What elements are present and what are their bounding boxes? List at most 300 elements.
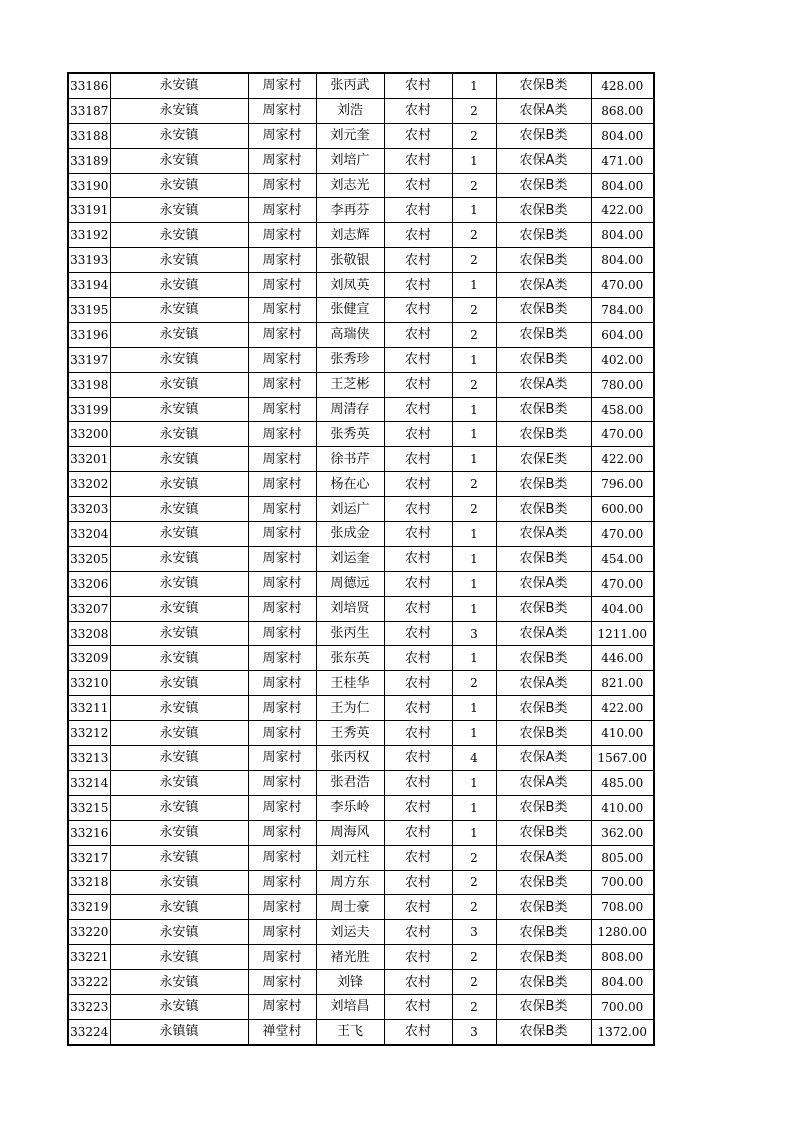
household-type-cell: 农村 — [384, 870, 452, 895]
member-count-cell: 2 — [452, 845, 496, 870]
insurance-category-cell: 农保B类 — [496, 223, 591, 248]
insurance-category-cell: 农保B类 — [496, 970, 591, 995]
name-cell: 周德远 — [316, 571, 384, 596]
member-count-cell: 2 — [452, 372, 496, 397]
village-cell: 禅堂村 — [248, 1019, 316, 1044]
member-count-cell: 1 — [452, 770, 496, 795]
town-cell: 永安镇 — [110, 522, 248, 547]
household-type-cell: 农村 — [384, 273, 452, 298]
village-cell: 周家村 — [248, 347, 316, 372]
amount-cell: 604.00 — [591, 322, 654, 347]
village-cell: 周家村 — [248, 422, 316, 447]
name-cell: 张健宣 — [316, 298, 384, 323]
town-cell: 永安镇 — [110, 746, 248, 771]
household-type-cell: 农村 — [384, 73, 452, 98]
insurance-category-cell: 农保A类 — [496, 98, 591, 123]
household-type-cell: 农村 — [384, 945, 452, 970]
village-cell: 周家村 — [248, 571, 316, 596]
amount-cell: 402.00 — [591, 347, 654, 372]
village-cell: 周家村 — [248, 173, 316, 198]
table-row — [68, 746, 654, 771]
table-row — [68, 198, 654, 223]
village-cell: 周家村 — [248, 646, 316, 671]
amount-cell: 1372.00 — [591, 1019, 654, 1044]
household-type-cell: 农村 — [384, 472, 452, 497]
member-count-cell: 2 — [452, 322, 496, 347]
town-cell: 永安镇 — [110, 422, 248, 447]
town-cell: 永安镇 — [110, 347, 248, 372]
town-cell: 永安镇 — [110, 696, 248, 721]
record-id-cell: 33214 — [68, 770, 110, 795]
table-row — [68, 98, 654, 123]
village-cell: 周家村 — [248, 895, 316, 920]
amount-cell: 804.00 — [591, 223, 654, 248]
town-cell: 永安镇 — [110, 920, 248, 945]
household-type-cell: 农村 — [384, 223, 452, 248]
town-cell: 永安镇 — [110, 845, 248, 870]
insurance-category-cell: 农保B类 — [496, 820, 591, 845]
village-cell: 周家村 — [248, 273, 316, 298]
amount-cell: 804.00 — [591, 173, 654, 198]
insurance-category-cell: 农保B类 — [496, 945, 591, 970]
table-row — [68, 671, 654, 696]
insurance-category-cell: 农保B类 — [496, 397, 591, 422]
amount-cell: 410.00 — [591, 721, 654, 746]
member-count-cell: 1 — [452, 795, 496, 820]
village-cell: 周家村 — [248, 920, 316, 945]
name-cell: 杨在心 — [316, 472, 384, 497]
member-count-cell: 3 — [452, 621, 496, 646]
table-row — [68, 895, 654, 920]
insurance-category-cell: 农保B类 — [496, 596, 591, 621]
name-cell: 周方东 — [316, 870, 384, 895]
member-count-cell: 1 — [452, 646, 496, 671]
table-row — [68, 347, 654, 372]
table-row — [68, 322, 654, 347]
member-count-cell: 2 — [452, 895, 496, 920]
name-cell: 刘浩 — [316, 98, 384, 123]
table-row — [68, 696, 654, 721]
table-row — [68, 994, 654, 1019]
record-id-cell: 33195 — [68, 298, 110, 323]
table-row — [68, 148, 654, 173]
town-cell: 永安镇 — [110, 447, 248, 472]
household-type-cell: 农村 — [384, 820, 452, 845]
household-type-cell: 农村 — [384, 970, 452, 995]
record-id-cell: 33208 — [68, 621, 110, 646]
village-cell: 周家村 — [248, 73, 316, 98]
name-cell: 刘志辉 — [316, 223, 384, 248]
table-row — [68, 571, 654, 596]
village-cell: 周家村 — [248, 447, 316, 472]
town-cell: 永安镇 — [110, 870, 248, 895]
amount-cell: 470.00 — [591, 273, 654, 298]
member-count-cell: 1 — [452, 571, 496, 596]
insurance-category-cell: 农保A类 — [496, 522, 591, 547]
insurance-category-cell: 农保A类 — [496, 148, 591, 173]
record-id-cell: 33207 — [68, 596, 110, 621]
member-count-cell: 1 — [452, 721, 496, 746]
household-type-cell: 农村 — [384, 845, 452, 870]
name-cell: 王秀英 — [316, 721, 384, 746]
table-row — [68, 298, 654, 323]
village-cell: 周家村 — [248, 248, 316, 273]
amount-cell: 780.00 — [591, 372, 654, 397]
household-type-cell: 农村 — [384, 497, 452, 522]
record-id-cell: 33223 — [68, 994, 110, 1019]
insurance-category-cell: 农保A类 — [496, 571, 591, 596]
village-cell: 周家村 — [248, 820, 316, 845]
name-cell: 张丙权 — [316, 746, 384, 771]
household-type-cell: 农村 — [384, 596, 452, 621]
name-cell: 刘志光 — [316, 173, 384, 198]
name-cell: 褚光胜 — [316, 945, 384, 970]
village-cell: 周家村 — [248, 696, 316, 721]
household-type-cell: 农村 — [384, 422, 452, 447]
household-type-cell: 农村 — [384, 770, 452, 795]
town-cell: 永安镇 — [110, 148, 248, 173]
household-type-cell: 农村 — [384, 322, 452, 347]
table-row — [68, 223, 654, 248]
amount-cell: 428.00 — [591, 73, 654, 98]
household-type-cell: 农村 — [384, 671, 452, 696]
name-cell: 刘运夫 — [316, 920, 384, 945]
member-count-cell: 2 — [452, 970, 496, 995]
record-id-cell: 33220 — [68, 920, 110, 945]
record-id-cell: 33219 — [68, 895, 110, 920]
town-cell: 永安镇 — [110, 497, 248, 522]
amount-cell: 404.00 — [591, 596, 654, 621]
member-count-cell: 1 — [452, 447, 496, 472]
member-count-cell: 2 — [452, 123, 496, 148]
insurance-category-cell: 农保B类 — [496, 198, 591, 223]
table-row — [68, 472, 654, 497]
town-cell: 永安镇 — [110, 173, 248, 198]
village-cell: 周家村 — [248, 223, 316, 248]
table-row — [68, 770, 654, 795]
village-cell: 周家村 — [248, 721, 316, 746]
member-count-cell: 2 — [452, 173, 496, 198]
village-cell: 周家村 — [248, 298, 316, 323]
insurance-category-cell: 农保B类 — [496, 173, 591, 198]
amount-cell: 600.00 — [591, 497, 654, 522]
member-count-cell: 1 — [452, 397, 496, 422]
record-id-cell: 33218 — [68, 870, 110, 895]
amount-cell: 362.00 — [591, 820, 654, 845]
insurance-category-cell: 农保A类 — [496, 746, 591, 771]
village-cell: 周家村 — [248, 372, 316, 397]
household-type-cell: 农村 — [384, 397, 452, 422]
name-cell: 张东英 — [316, 646, 384, 671]
record-id-cell: 33197 — [68, 347, 110, 372]
village-cell: 周家村 — [248, 472, 316, 497]
name-cell: 刘培贤 — [316, 596, 384, 621]
member-count-cell: 1 — [452, 596, 496, 621]
member-count-cell: 1 — [452, 546, 496, 571]
name-cell: 刘培昌 — [316, 994, 384, 1019]
amount-cell: 470.00 — [591, 571, 654, 596]
town-cell: 永安镇 — [110, 721, 248, 746]
town-cell: 永镇镇 — [110, 1019, 248, 1044]
table-row — [68, 820, 654, 845]
town-cell: 永安镇 — [110, 546, 248, 571]
name-cell: 高瑞侠 — [316, 322, 384, 347]
household-type-cell: 农村 — [384, 546, 452, 571]
amount-cell: 485.00 — [591, 770, 654, 795]
member-count-cell: 2 — [452, 298, 496, 323]
record-id-cell: 33187 — [68, 98, 110, 123]
member-count-cell: 2 — [452, 870, 496, 895]
record-id-cell: 33206 — [68, 571, 110, 596]
table-row — [68, 273, 654, 298]
village-cell: 周家村 — [248, 671, 316, 696]
table-row — [68, 920, 654, 945]
insurance-category-cell: 农保A类 — [496, 845, 591, 870]
household-type-cell: 农村 — [384, 895, 452, 920]
amount-cell: 804.00 — [591, 248, 654, 273]
insurance-category-cell: 农保A类 — [496, 671, 591, 696]
member-count-cell: 1 — [452, 522, 496, 547]
town-cell: 永安镇 — [110, 98, 248, 123]
record-id-cell: 33216 — [68, 820, 110, 845]
member-count-cell: 1 — [452, 696, 496, 721]
town-cell: 永安镇 — [110, 571, 248, 596]
insurance-category-cell: 农保A类 — [496, 372, 591, 397]
name-cell: 周清存 — [316, 397, 384, 422]
village-cell: 周家村 — [248, 994, 316, 1019]
record-id-cell: 33202 — [68, 472, 110, 497]
table-row — [68, 870, 654, 895]
table-row — [68, 845, 654, 870]
town-cell: 永安镇 — [110, 248, 248, 273]
record-id-cell: 33203 — [68, 497, 110, 522]
household-type-cell: 农村 — [384, 696, 452, 721]
record-id-cell: 33200 — [68, 422, 110, 447]
amount-cell: 805.00 — [591, 845, 654, 870]
record-id-cell: 33224 — [68, 1019, 110, 1044]
amount-cell: 422.00 — [591, 696, 654, 721]
insurance-category-cell: 农保A类 — [496, 621, 591, 646]
table-row — [68, 970, 654, 995]
insurance-category-cell: 农保A类 — [496, 770, 591, 795]
member-count-cell: 1 — [452, 422, 496, 447]
insurance-category-cell: 农保B类 — [496, 994, 591, 1019]
table-row — [68, 945, 654, 970]
name-cell: 张秀英 — [316, 422, 384, 447]
village-cell: 周家村 — [248, 397, 316, 422]
insurance-category-cell: 农保B类 — [496, 322, 591, 347]
insurance-category-cell: 农保A类 — [496, 273, 591, 298]
amount-cell: 804.00 — [591, 123, 654, 148]
village-cell: 周家村 — [248, 770, 316, 795]
insurance-category-cell: 农保B类 — [496, 73, 591, 98]
table-row — [68, 248, 654, 273]
town-cell: 永安镇 — [110, 945, 248, 970]
household-type-cell: 农村 — [384, 994, 452, 1019]
name-cell: 李再芬 — [316, 198, 384, 223]
amount-cell: 410.00 — [591, 795, 654, 820]
amount-cell: 804.00 — [591, 970, 654, 995]
insurance-category-cell: 农保B类 — [496, 298, 591, 323]
record-id-cell: 33199 — [68, 397, 110, 422]
village-cell: 周家村 — [248, 621, 316, 646]
member-count-cell: 3 — [452, 920, 496, 945]
table-row — [68, 1019, 654, 1044]
table-row — [68, 173, 654, 198]
insurance-category-cell: 农保B类 — [496, 795, 591, 820]
household-type-cell: 农村 — [384, 621, 452, 646]
member-count-cell: 2 — [452, 671, 496, 696]
table-row — [68, 372, 654, 397]
household-type-cell: 农村 — [384, 298, 452, 323]
name-cell: 周士豪 — [316, 895, 384, 920]
village-cell: 周家村 — [248, 322, 316, 347]
data-table — [67, 72, 655, 1046]
insurance-category-cell: 农保E类 — [496, 447, 591, 472]
record-id-cell: 33191 — [68, 198, 110, 223]
record-id-cell: 33211 — [68, 696, 110, 721]
household-type-cell: 农村 — [384, 571, 452, 596]
household-type-cell: 农村 — [384, 148, 452, 173]
village-cell: 周家村 — [248, 596, 316, 621]
table-row — [68, 73, 654, 98]
member-count-cell: 2 — [452, 994, 496, 1019]
member-count-cell: 1 — [452, 273, 496, 298]
record-id-cell: 33196 — [68, 322, 110, 347]
village-cell: 周家村 — [248, 522, 316, 547]
amount-cell: 470.00 — [591, 522, 654, 547]
household-type-cell: 农村 — [384, 1019, 452, 1044]
amount-cell: 471.00 — [591, 148, 654, 173]
town-cell: 永安镇 — [110, 895, 248, 920]
insurance-category-cell: 农保B类 — [496, 920, 591, 945]
village-cell: 周家村 — [248, 845, 316, 870]
amount-cell: 700.00 — [591, 870, 654, 895]
town-cell: 永安镇 — [110, 994, 248, 1019]
village-cell: 周家村 — [248, 746, 316, 771]
household-type-cell: 农村 — [384, 920, 452, 945]
amount-cell: 796.00 — [591, 472, 654, 497]
amount-cell: 422.00 — [591, 198, 654, 223]
amount-cell: 470.00 — [591, 422, 654, 447]
town-cell: 永安镇 — [110, 671, 248, 696]
record-id-cell: 33217 — [68, 845, 110, 870]
table-row — [68, 522, 654, 547]
town-cell: 永安镇 — [110, 621, 248, 646]
amount-cell: 1211.00 — [591, 621, 654, 646]
household-type-cell: 农村 — [384, 522, 452, 547]
amount-cell: 821.00 — [591, 671, 654, 696]
town-cell: 永安镇 — [110, 223, 248, 248]
household-type-cell: 农村 — [384, 447, 452, 472]
table-row — [68, 795, 654, 820]
household-type-cell: 农村 — [384, 198, 452, 223]
village-cell: 周家村 — [248, 123, 316, 148]
village-cell: 周家村 — [248, 870, 316, 895]
member-count-cell: 1 — [452, 148, 496, 173]
household-type-cell: 农村 — [384, 173, 452, 198]
name-cell: 刘运奎 — [316, 546, 384, 571]
town-cell: 永安镇 — [110, 372, 248, 397]
amount-cell: 458.00 — [591, 397, 654, 422]
insurance-category-cell: 农保B类 — [496, 422, 591, 447]
member-count-cell: 4 — [452, 746, 496, 771]
insurance-category-cell: 农保B类 — [496, 895, 591, 920]
member-count-cell: 1 — [452, 347, 496, 372]
table-row — [68, 596, 654, 621]
household-type-cell: 农村 — [384, 746, 452, 771]
amount-cell: 1280.00 — [591, 920, 654, 945]
village-cell: 周家村 — [248, 198, 316, 223]
member-count-cell: 1 — [452, 73, 496, 98]
record-id-cell: 33201 — [68, 447, 110, 472]
table-row — [68, 646, 654, 671]
town-cell: 永安镇 — [110, 820, 248, 845]
record-id-cell: 33192 — [68, 223, 110, 248]
town-cell: 永安镇 — [110, 273, 248, 298]
member-count-cell: 2 — [452, 497, 496, 522]
town-cell: 永安镇 — [110, 795, 248, 820]
amount-cell: 422.00 — [591, 447, 654, 472]
household-type-cell: 农村 — [384, 123, 452, 148]
table-row — [68, 447, 654, 472]
insurance-category-cell: 农保B类 — [496, 1019, 591, 1044]
member-count-cell: 2 — [452, 223, 496, 248]
table-body — [68, 73, 654, 1045]
record-id-cell: 33186 — [68, 73, 110, 98]
town-cell: 永安镇 — [110, 322, 248, 347]
amount-cell: 784.00 — [591, 298, 654, 323]
table-row — [68, 546, 654, 571]
name-cell: 刘培广 — [316, 148, 384, 173]
name-cell: 刘元柱 — [316, 845, 384, 870]
record-id-cell: 33189 — [68, 148, 110, 173]
town-cell: 永安镇 — [110, 198, 248, 223]
insurance-category-cell: 农保B类 — [496, 696, 591, 721]
name-cell: 张秀珍 — [316, 347, 384, 372]
insurance-category-cell: 农保B类 — [496, 546, 591, 571]
name-cell: 徐书芹 — [316, 447, 384, 472]
amount-cell: 454.00 — [591, 546, 654, 571]
name-cell: 张君浩 — [316, 770, 384, 795]
record-id-cell: 33222 — [68, 970, 110, 995]
town-cell: 永安镇 — [110, 298, 248, 323]
table-row — [68, 123, 654, 148]
town-cell: 永安镇 — [110, 73, 248, 98]
household-type-cell: 农村 — [384, 347, 452, 372]
village-cell: 周家村 — [248, 970, 316, 995]
member-count-cell: 2 — [452, 98, 496, 123]
record-id-cell: 33212 — [68, 721, 110, 746]
member-count-cell: 2 — [452, 248, 496, 273]
name-cell: 王为仁 — [316, 696, 384, 721]
record-id-cell: 33209 — [68, 646, 110, 671]
name-cell: 周海风 — [316, 820, 384, 845]
household-type-cell: 农村 — [384, 646, 452, 671]
village-cell: 周家村 — [248, 795, 316, 820]
record-id-cell: 33198 — [68, 372, 110, 397]
name-cell: 王桂华 — [316, 671, 384, 696]
name-cell: 刘元奎 — [316, 123, 384, 148]
household-type-cell: 农村 — [384, 721, 452, 746]
amount-cell: 868.00 — [591, 98, 654, 123]
member-count-cell: 3 — [452, 1019, 496, 1044]
member-count-cell: 1 — [452, 820, 496, 845]
amount-cell: 708.00 — [591, 895, 654, 920]
village-cell: 周家村 — [248, 497, 316, 522]
insurance-category-cell: 农保B类 — [496, 497, 591, 522]
town-cell: 永安镇 — [110, 970, 248, 995]
